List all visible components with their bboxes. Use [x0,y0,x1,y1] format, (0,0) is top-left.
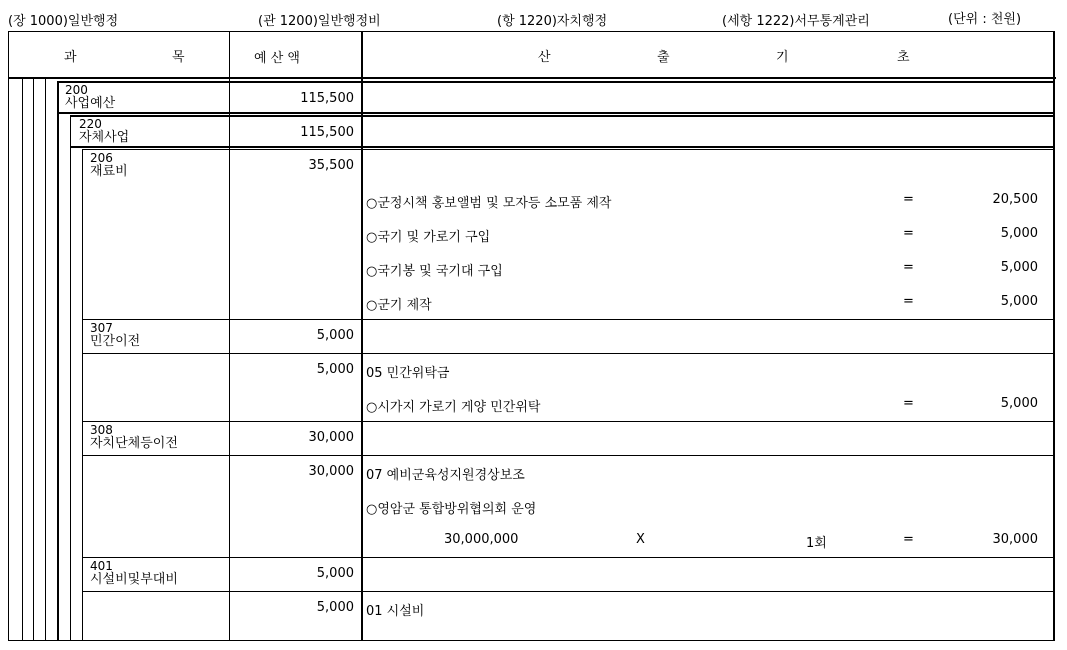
row206-item-4-text: ○군기 제작 [366,298,432,313]
row401-amount: 5,000 [316,566,354,581]
row206-item-2-eq: = [903,226,914,241]
row206-item-1-eq: = [903,192,914,207]
row220-bottom [70,146,1055,148]
row206-code: 206 [90,151,113,165]
row206-top [82,149,1054,150]
row308-amount: 30,000 [308,430,354,445]
col-header-calc-4: 초 [897,50,910,65]
row308-code: 308 [90,423,113,437]
table-bottom-border [8,640,1055,641]
row308-calc-eq: = [903,532,914,547]
col-divider-2 [361,31,363,641]
col-header-budget: 예 산 액 [254,51,300,66]
table-right-border [1053,31,1055,641]
col-header-calc-2: 출 [657,50,670,65]
row307-code: 307 [90,321,113,335]
row308-sub-title: 07 예비군육성지원경상보조 [366,468,525,483]
row307-item-value: 5,000 [1000,396,1038,411]
row308-name: 자치단체등이전 [90,436,178,451]
header-left-border [8,31,9,79]
row308-calc-value: 30,000 [992,532,1038,547]
row307-sub-top [82,353,1054,354]
tree-line-3 [33,79,34,641]
row308-calc-op: X [636,532,645,547]
col-header-gwa: 과 [64,50,77,65]
row307-sub-amount: 5,000 [316,362,354,377]
row206-item-1-value: 20,500 [992,192,1038,207]
row206-item-2-text: ○국기 및 가로기 구입 [366,230,491,245]
row308-top [82,421,1054,422]
row307-item-text: ○시가지 가로기 게양 민간위탁 [366,400,541,415]
row401-sub-amount: 5,000 [316,600,354,615]
tree-line-2 [22,79,23,641]
row308-item-text: ○영암군 통합방위협의회 운영 [366,502,537,517]
row206-item-1-text: ○군정시책 홍보앨범 및 모자등 소모품 제작 [366,196,612,211]
row206-item-3-text: ○국기봉 및 국기대 구입 [366,264,503,279]
col-header-calc-3: 기 [776,50,789,65]
col-header-mok: 목 [172,50,185,65]
tree-line-4 [45,79,46,641]
row308-calc-base: 30,000,000 [444,532,519,547]
row307-amount: 5,000 [316,328,354,343]
row206-item-4-eq: = [903,294,914,309]
tree-line-1 [8,79,9,641]
jang-label: (장 1000)일반행정 [8,14,119,29]
unit-label: (단위 : 천원) [948,12,1022,27]
row220-name: 자체사업 [79,130,130,145]
row200-name: 사업예산 [65,96,116,111]
row200-code: 200 [65,83,88,97]
row308-sub-top [82,455,1054,456]
row206-item-3-value: 5,000 [1000,260,1038,275]
gwan-label: (관 1200)일반행정비 [258,14,381,29]
table-top-border [8,31,1054,32]
row220-top [70,115,1055,117]
row307-top [82,319,1054,320]
row200-top [57,81,1055,83]
sehang-label: (세항 1222)서무통계관리 [722,14,870,29]
col-header-calc-1: 산 [538,50,551,65]
row200-bottom [57,112,1055,114]
tree-line-7 [82,149,83,641]
tree-line-5 [57,81,59,641]
header-bottom-border [8,77,1056,79]
row200-amount: 115,500 [300,91,354,106]
row401-sub-top [82,591,1054,592]
hang-label: (항 1220)자치행정 [497,14,608,29]
row206-item-2-value: 5,000 [1000,226,1038,241]
row401-top [82,557,1054,558]
row206-amount: 35,500 [308,158,354,173]
row308-calc-times: 1회 [806,536,827,551]
row401-name: 시설비및부대비 [90,572,178,587]
row206-name: 재료비 [90,164,128,179]
row307-item-eq: = [903,396,914,411]
row401-sub-title: 01 시설비 [366,604,425,619]
row206-item-4-value: 5,000 [1000,294,1038,309]
tree-line-6 [70,115,71,641]
row206-item-3-eq: = [903,260,914,275]
row307-name: 민간이전 [90,334,141,349]
row220-amount: 115,500 [300,125,354,140]
row308-sub-amount: 30,000 [308,464,354,479]
row307-sub-title: 05 민간위탁금 [366,366,450,381]
row220-code: 220 [79,117,102,131]
row401-code: 401 [90,559,113,573]
col-divider-1 [229,31,230,641]
